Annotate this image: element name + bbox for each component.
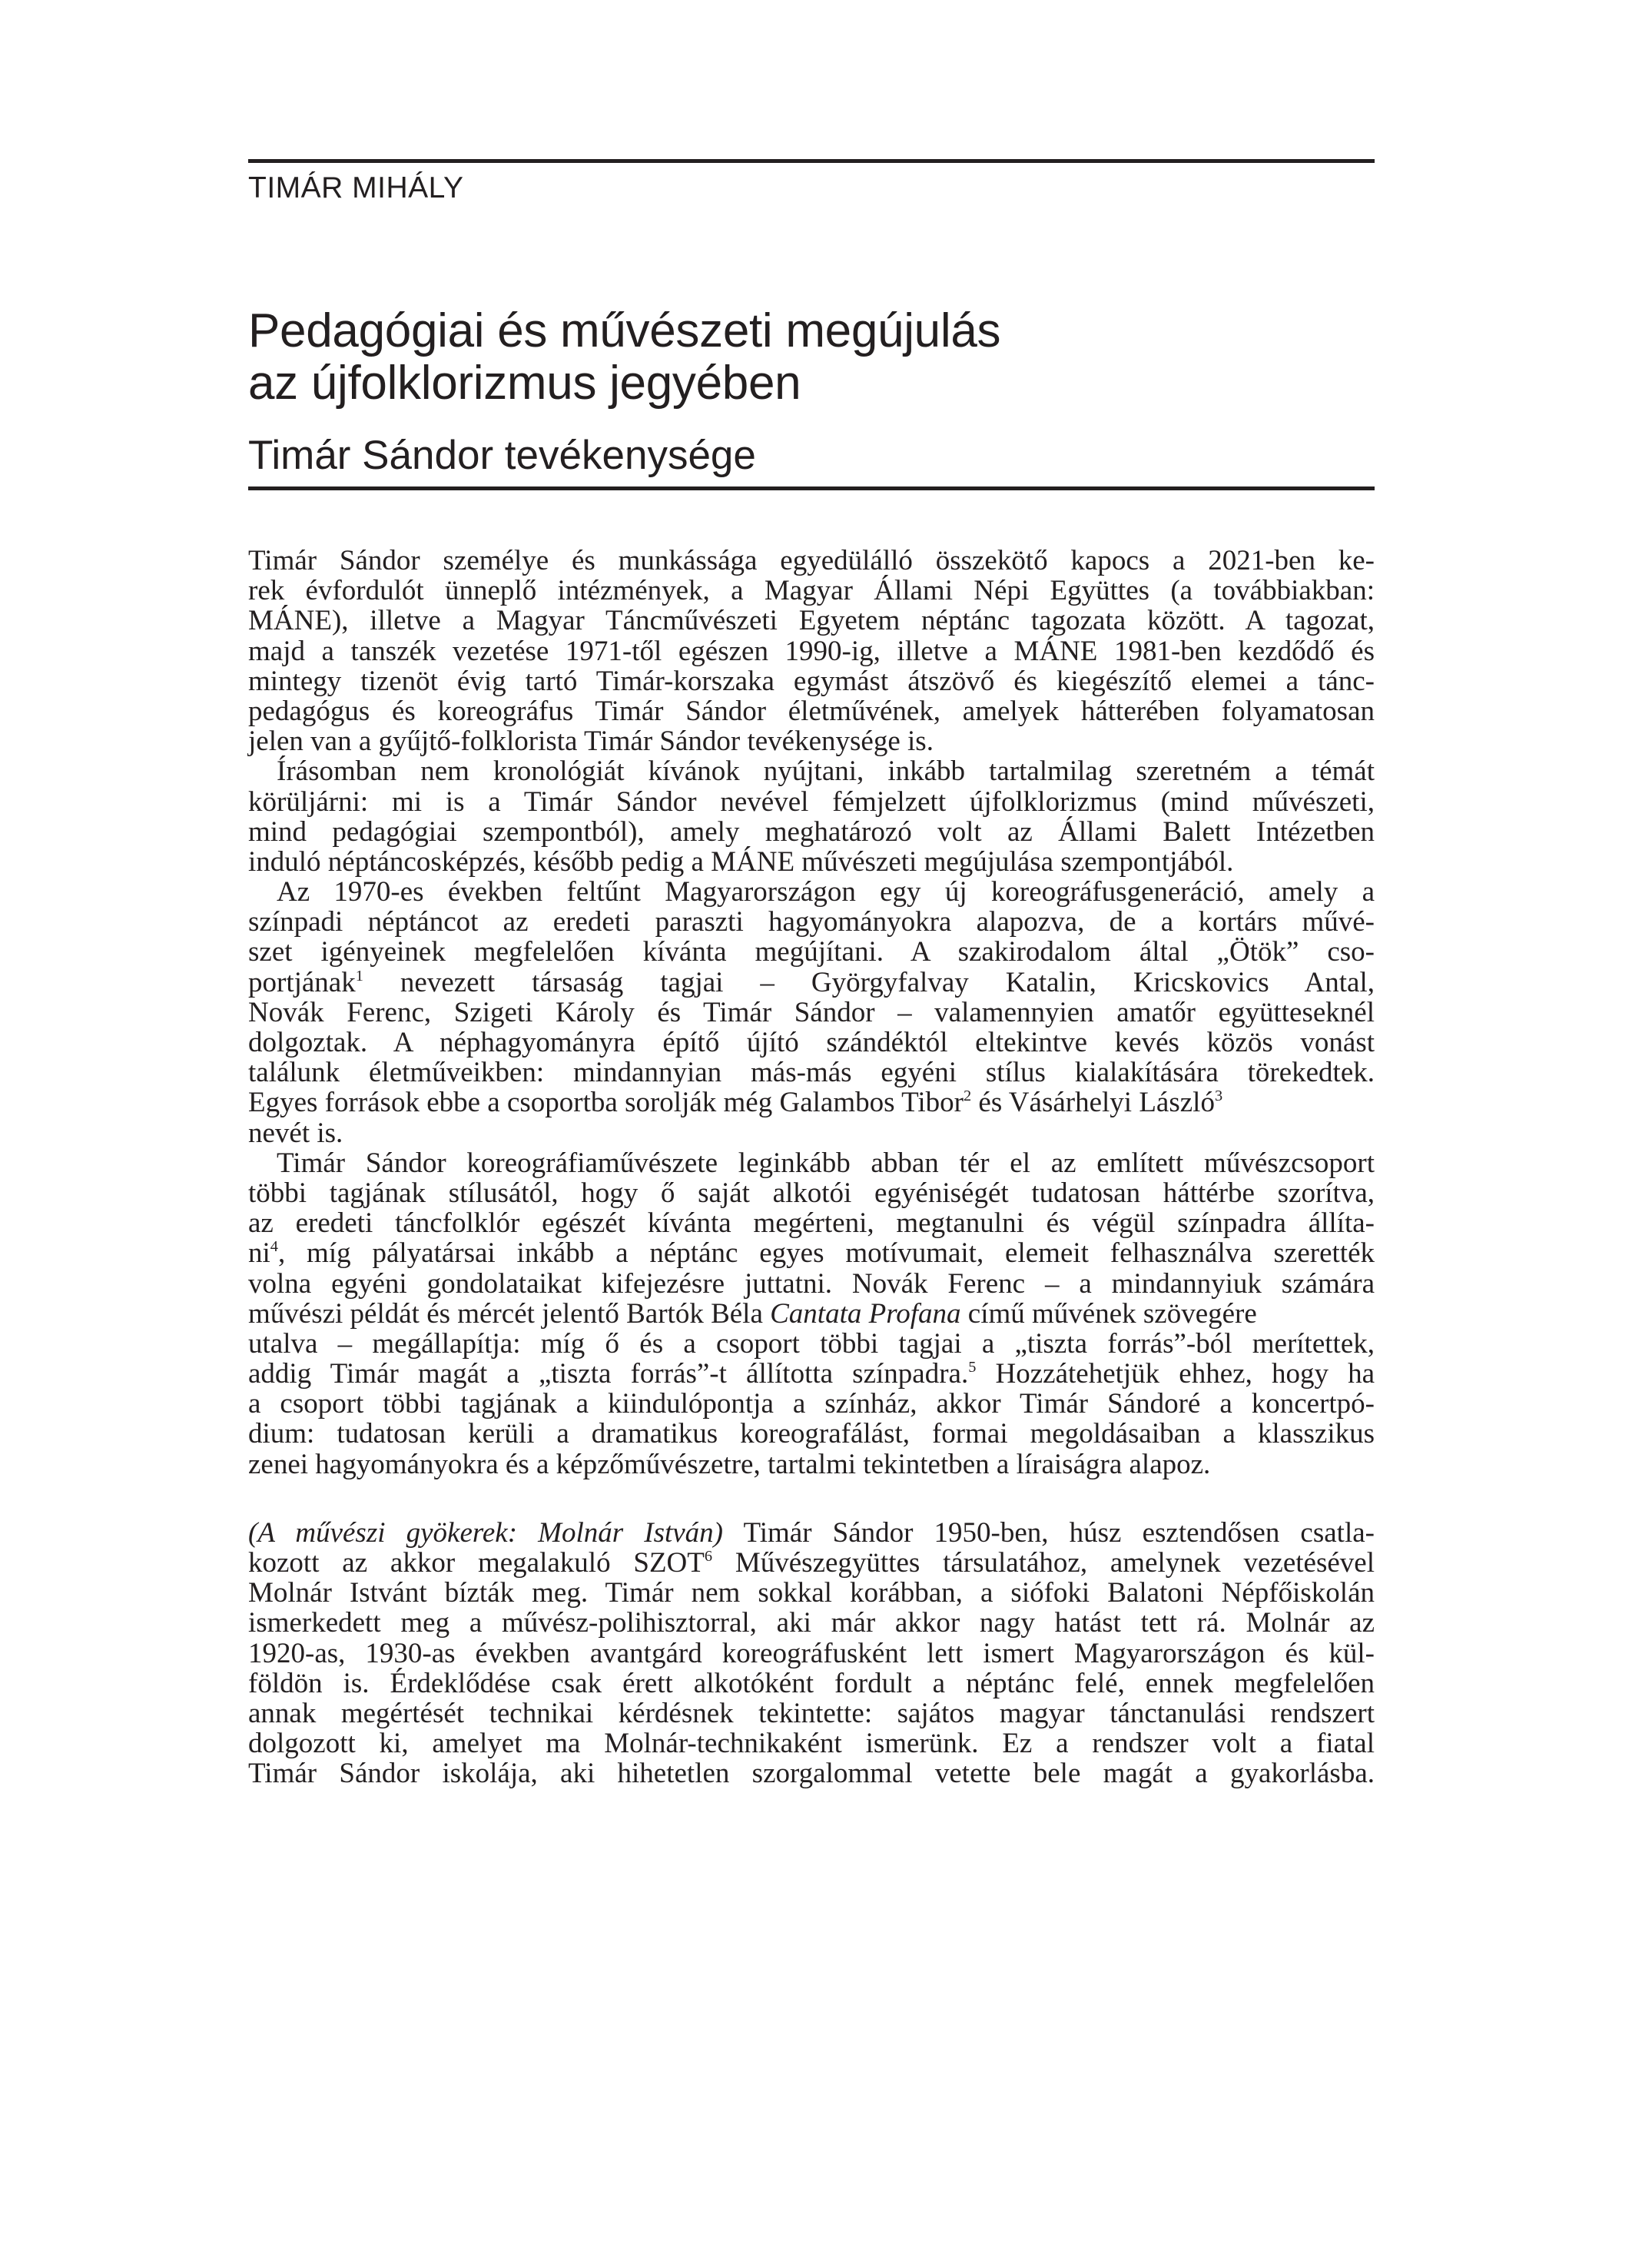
text-line: annak megértését technikai kérdésnek tekintette: sajátos magyar tánctanulási rendszert (248, 1697, 1375, 1729)
text-line: dium: tudatosan kerüli a dramatikus koreografálást, formai megoldásaiban a klasszikus (248, 1418, 1375, 1450)
paragraph-3 (248, 877, 1375, 1148)
text-line (248, 1518, 1375, 1548)
text-fragment: ni (248, 1237, 270, 1270)
text-line: Molnár Istvánt bízták meg. Timár nem sokkal korábban, a siófoki Balatoni Népfőiskolán (248, 1577, 1375, 1609)
text-line (248, 1299, 1375, 1329)
text-line: MÁNE), illetve a Magyar Táncművészeti Egyetem néptánc tagozata között. A tagozat, (248, 605, 1375, 637)
text-line: mind pedagógiai szempontból), amely meghatározó volt az Állami Balett Intézetben (248, 815, 1375, 848)
text-fragment: addig Timár magát a „tiszta forrás”-t állította színpadra. (248, 1358, 969, 1390)
footnote-ref-4[interactable]: 4 (270, 1238, 278, 1256)
text-line: Timár Sándor személye és munkássága egyedülálló összekötő kapocs a 2021-ben ke- (248, 545, 1375, 576)
text-line: majd a tanszék vezetése 1971-től egészen 1990-ig, illetve a MÁNE 1981-ben kezdődő és (248, 635, 1375, 667)
text-line: többi tagjának stílusától, hogy ő saját alkotói egyéniségét tudatosan háttérbe szorítva, (248, 1177, 1375, 1209)
paragraph-4 (248, 1148, 1375, 1479)
text-fragment: Egyes források ebbe a csoportba sorolják még Galambos Tibor (248, 1087, 964, 1119)
footnote-ref-1[interactable]: 1 (355, 967, 363, 985)
footnote-ref-6[interactable]: 6 (704, 1547, 713, 1565)
text-line: zenei hagyományokra és a képzőművészetre, tartalmi tekintetben a líraiságra alapoz. (248, 1448, 1211, 1480)
text-line: pedagógus és koreográfus Timár Sándor életművének, amelyek hátterében folyamatosan (248, 695, 1375, 727)
text-line: a csoport többi tagjának a kiindulópontja a színház, akkor Timár Sándoré a koncertpó- (248, 1388, 1375, 1420)
paragraph-2 (248, 756, 1375, 877)
text-line: induló néptáncosképzés, később pedig a MÁNE művészeti megújulása szempontjából. (248, 845, 1234, 878)
article-body (248, 546, 1375, 1789)
text-line: színpadi néptáncot az eredeti paraszti hagyományokra alapozva, de a kortárs művé- (248, 906, 1375, 938)
author-name: TIMÁR MIHÁLY (248, 171, 464, 204)
header-top-rule (248, 159, 1375, 163)
text-line: jelen van a gyűjtő-folklorista Timár Sándor tevékenysége is. (248, 726, 934, 758)
text-fragment: nevezett társaság tagjai – Györgyfalvay Katalin, Kricskovics Antal, (400, 966, 1375, 998)
text-line: Írásomban nem kronológiát kívánok nyújtani, inkább tartalmilag szeretném a témát (277, 755, 1375, 788)
footnote-ref-3[interactable]: 3 (1214, 1088, 1223, 1105)
title-bottom-rule (248, 486, 1375, 490)
text-line: utalva – megállapítja: míg ő és a csoport többi tagjai a „tiszta forrás”-ból merítettek, (248, 1327, 1375, 1360)
text-line: földön is. Érdeklődése csak érett alkotóként fordult a néptánc felé, ennek megfelelően (248, 1667, 1375, 1699)
text-line: körüljárni: mi is a Timár Sándor nevével fémjelzett újfolklorizmus (mind művészeti, (248, 785, 1375, 818)
footnote-ref-5[interactable]: 5 (968, 1358, 977, 1376)
text-line (248, 968, 1375, 998)
text-fragment: Hozzátehetjük ehhez, hogy ha (995, 1358, 1375, 1390)
title-line-2: az újfolklorizmus jegyében (248, 357, 801, 410)
paragraph-5 (248, 1518, 1375, 1789)
text-line: szet igényeinek megfelelően kívánta megújítani. A szakirodalom által „Ötök” cso- (248, 936, 1375, 968)
text-line (248, 1359, 1375, 1389)
text-fragment: című művének szövegére (967, 1297, 1257, 1330)
text-line: volna egyéni gondolataikat kifejezésre juttatni. Novák Ferenc – a mindannyiuk számára (248, 1267, 1375, 1300)
text-fragment: és Vásárhelyi László (978, 1087, 1215, 1119)
text-line: Timár Sándor iskolája, aki hihetetlen szorgalommal vetette bele magát a gyakorlásba. (248, 1758, 1375, 1790)
section-heading-inline: (A művészi gyökerek: Molnár István) (248, 1516, 723, 1549)
text-line: 1920-as, 1930-as években avantgárd koreográfusként lett ismert Magyarországon és kül- (248, 1637, 1375, 1669)
text-line: dolgoztak. A néphagyományra építő újító szándéktól eltekintve kevés közös vonást (248, 1027, 1375, 1058)
article-subtitle: Timár Sándor tevékenysége (248, 433, 756, 478)
text-line: az eredeti táncfolklór egészét kívánta megérteni, megtanulni és végül színpadra állíta- (248, 1207, 1375, 1240)
text-line: dolgozott ki, amelyet ma Molnár-technikaként ismerünk. Ez a rendszer volt a fiatal (248, 1728, 1375, 1760)
text-line: nevét is. (248, 1117, 343, 1149)
text-fragment: művészi példát és mércét jelentő Bartók Béla (248, 1297, 763, 1330)
text-line (248, 1088, 1375, 1117)
text-fragment: , míg pályatársai inkább a néptánc egyes motívumait, elemeit felhasználva szerették (277, 1237, 1375, 1270)
article-title (248, 305, 1000, 410)
footnote-ref-2[interactable]: 2 (963, 1088, 972, 1105)
work-title-cantata-profana: Cantata Profana (770, 1297, 961, 1330)
text-line: mintegy tizenöt évig tartó Timár-korszaka egymást átszövő és kiegészítő elemei a tánc- (248, 665, 1375, 697)
text-fragment: Timár Sándor 1950-ben, húsz esztendősen csatla- (743, 1516, 1375, 1549)
text-line: rek évfordulót ünneplő intézmények, a Magyar Állami Népi Együttes (a továbbiakban: (248, 575, 1375, 607)
text-line: találunk életműveikben: mindannyian más-más egyéni stílus kialakítására törekedtek. (248, 1057, 1375, 1089)
text-line: ismerkedett meg a művész-polihisztorral, aki már akkor nagy hatást tett rá. Molnár az (248, 1607, 1375, 1639)
text-line (248, 1548, 1375, 1578)
text-fragment: kozott az akkor megalakuló SZOT (248, 1547, 705, 1579)
section-gap (248, 1479, 1375, 1518)
text-line: Novák Ferenc, Szigeti Károly és Timár Sándor – valamennyien amatőr együtteseknél (248, 996, 1375, 1028)
text-fragment: portjának (248, 966, 356, 998)
text-line (248, 1238, 1375, 1268)
text-line: Timár Sándor koreográfiaművészete leginkább abban tér el az említett művészcsoport (277, 1147, 1375, 1179)
text-line: Az 1970-es években feltűnt Magyarországon egy új koreográfusgeneráció, amely a (277, 876, 1375, 908)
title-line-1: Pedagógiai és művészeti megújulás (248, 304, 1001, 357)
paragraph-1 (248, 546, 1375, 756)
text-fragment: Művészegyüttes társulatához, amelynek vezetésével (735, 1547, 1375, 1579)
